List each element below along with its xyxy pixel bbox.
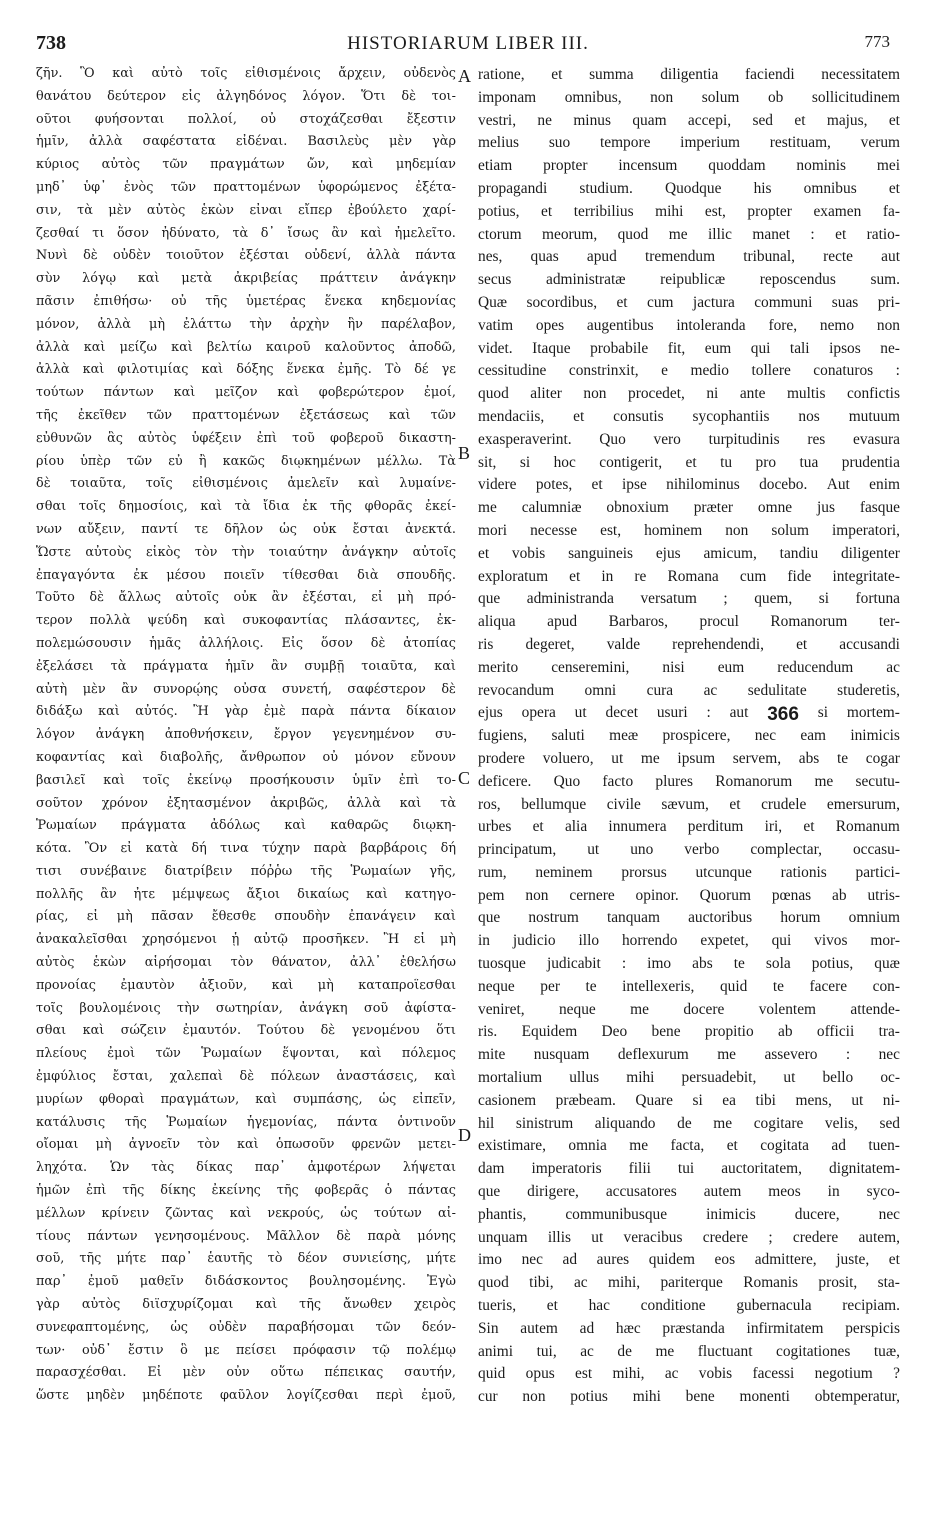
latin-text-column xyxy=(478,66,900,1411)
greek-text-line: τῆς ἐκεῖθεν τῶν πραττομένων ἐξετάσεως καὶ τῶν xyxy=(36,407,456,423)
greek-text-line: πλείους ἐμοὶ τῶν Ῥωμαίων ἕψονται, καὶ πόλεμος xyxy=(36,1046,456,1062)
greek-text-line: ὥστε μηδὲν μηδέποτε φαῦλον λογίζεσθαι περὶ ἐμοῦ, xyxy=(36,1388,456,1404)
margin-letter-b: B xyxy=(458,443,471,463)
greek-text-line: σοῦτον χρόνον ἐξητασμένον ἀκριβῶς, ἀλλὰ καὶ τὰ xyxy=(36,795,456,811)
latin-text-line: que administranda versatum ; quem, si fortuna xyxy=(478,590,900,608)
greek-text-line: θανάτου δεύτερον εἰς ἀλγηδόνος λόγον. Ὅτι δὲ τοι- xyxy=(36,88,456,104)
latin-text-line: propagandi studium. Quodque his omnibus et xyxy=(478,179,900,197)
latin-text-line: quid opus est mihi, ac vobis facessi negotium ? xyxy=(478,1365,900,1383)
latin-text-line: ctorum meorum, quod me illic manet : et ratio- xyxy=(478,225,900,243)
latin-text-line: imponam omnibus, non solum ob sollicitudinem xyxy=(478,88,900,106)
latin-text-line: Sin autem ad hæc præstanda infirmitatem perspicis xyxy=(478,1319,900,1337)
greek-text-line: Νυνὶ δὲ οὐδὲν τοιοῦτον ἐξέσται οὐδενί, ἀλλὰ πάντα xyxy=(36,248,456,264)
latin-text-line: merito censeremini, nisi eum reducendum ac xyxy=(478,658,900,676)
latin-text-line: quod aliter non procedet, ni ante multis confictis xyxy=(478,385,900,403)
greek-text-line: μυρίων φθοραὶ πραγμάτων, καὶ συμπάσης, ὡς εἰπεῖν, xyxy=(36,1091,456,1107)
greek-text-line: τισι συνέβαινε διατρίβειν πόῤῥω τῆς Ῥωμαίων γῆς, xyxy=(36,863,456,879)
greek-text-line: ἡμῶν ἐπὶ τῆς δίκης ἐκείνης τῆς φοβερᾶς ὁ πάντας xyxy=(36,1183,456,1199)
latin-text-line: que dirigere, accusatores autem meos in syco- xyxy=(478,1183,900,1201)
greek-text-line: τίους πάντων γενησομένους. Μᾶλλον δὲ παρὰ μόνης xyxy=(36,1228,456,1244)
margin-letter-d: D xyxy=(458,1125,471,1145)
latin-text-line: et vobis sanguineis ejus amicum, tandiu diligenter xyxy=(478,544,900,562)
greek-text-line: ζῆν. Ὃ καὶ αὐτὸ τοῖς εἰθισμένοις ἄρχειν, οὐδενὸς xyxy=(36,66,456,81)
latin-text-line: existimare, omnia me facta, et cogitata ad tuen- xyxy=(478,1137,900,1155)
latin-text-line: phantis, communibusque inimicis ducere, nec xyxy=(478,1205,900,1223)
inline-after-number-word: si xyxy=(817,704,829,722)
latin-text-line: etiam propter incensum quoddam nominis mei xyxy=(478,157,900,175)
greek-text-line: γὰρ αὐτὸς διϊσχυρίζομαι καὶ τῆς ἄνωθεν χειρὸς xyxy=(36,1297,456,1313)
greek-text-line: συνεφαπτομένης, ὡς οὐδὲν παραβήσομαι τῶν δεόν- xyxy=(36,1319,456,1335)
page-number-right: 773 xyxy=(864,32,890,51)
greek-text-line: ζεσθαί τι ὅσον ἠδύνατο, τὰ δ᾽ ἴσως ἂν καὶ ἠμελεῖτο. xyxy=(36,225,456,241)
greek-text-line: σὺν λόγῳ καὶ μετὰ ἀκριβείας πράττειν ἀνάγκην xyxy=(36,271,456,287)
greek-text-line: ρίας, εἰ μὴ πᾶσαν ἔθεσθε σπουδὴν ἐπανάγειν καὶ xyxy=(36,909,456,925)
greek-text-line: σιν, τὰ μὲν αὐτὸς ἑκὼν εἶναι εἴπερ ἐβούλετο χαρί- xyxy=(36,202,456,218)
latin-text-line: quod tibi, ac mihi, pariterque Romanis prosit, sta- xyxy=(478,1274,900,1292)
latin-text-line: ris. Equidem Deo bene propitio ab officii tra- xyxy=(478,1023,900,1041)
greek-text-line: πολεμώσουσιν ἡμᾶς ἀλλήλοις. Εἰς ὅσον δὲ ἀτοπίας xyxy=(36,635,456,651)
greek-text-line: κύριος αὐτὸς τῶν πραγμάτων ὤν, καὶ μηδεμίαν xyxy=(36,157,456,173)
greek-text-line: ἀλλὰ καὶ φιλοτιμίας καὶ δόξης ἕνεκα ἐμῆς. Τὸ δέ γε xyxy=(36,362,456,378)
greek-text-line: κατάλυσις τῆς Ῥωμαίων ἡγεμονίας, πάντα ὁντινοῦν xyxy=(36,1114,456,1130)
latin-text-line: in judicio illo horrendo expetet, qui vivos mor- xyxy=(478,932,900,950)
greek-text-line: δὲ τοιαῦτα, τοῖς εἰθισμένοις ἀμελεῖν καὶ λυμαίνε- xyxy=(36,476,456,492)
margin-letter-a: A xyxy=(458,66,471,86)
greek-text-line: παρασχέσθαι. Εἰ μὲν οὖν οὕτω πέπεικας σαυτήν, xyxy=(36,1365,456,1381)
latin-text-line: sit, si hoc contigerit, et tu pro tua prudentia xyxy=(478,453,900,471)
latin-text-line: cessitudine constrinxit, e medio tollere conaturos : xyxy=(478,362,900,380)
latin-text-line: melius suo tempore imperium restituam, verum xyxy=(478,134,900,152)
page-number-left: 738 xyxy=(36,32,66,54)
latin-text-line: unquam illis ut veracibus credere ; credere autem, xyxy=(478,1228,900,1246)
latin-text-line: rum, neminem prorsus utcunque rationis partici- xyxy=(478,863,900,881)
latin-text-line: ris degeret, valde reprehendendi, et accusandi xyxy=(478,635,900,653)
greek-text-line: ἀνακαλεῖσθαι χρησόμενοι ᾗ αὐτῷ προσῆκεν. Ἢ εἰ μὴ xyxy=(36,932,456,948)
page-header xyxy=(32,30,904,60)
latin-text-line: secus administratæ reipublicæ reposcendus sum. xyxy=(478,271,900,289)
greek-text-line: οῦτοι φυήσονται πολλοί, οὐ στοχάζεσθαι ἔξεστιν xyxy=(36,111,456,127)
latin-text-line: vatim opes augentibus intoleranda fore, nemo non xyxy=(478,316,900,334)
greek-text-line: Ὥστε αὐτοὺς εἰκὸς τὸν τὴν τοιαύτην ἀνάγκην αὐτοῖς xyxy=(36,544,456,560)
latin-text-line: mortalium ullus mihi persuadebit, ut bello oc- xyxy=(478,1069,900,1087)
greek-text-line: ρίου ὑπὲρ τῶν εὖ ἢ κακῶς διῳκημένων μέλλω. Τὰ xyxy=(36,453,456,469)
latin-text-line: urbes et alia innumera perditum iri, et Romanum xyxy=(478,818,900,836)
greek-text-line: αὐτὴ μὲν ἂν συνορῴης οὖσα συνετή, σαφέστερον δὲ xyxy=(36,681,456,697)
greek-text-line: οἴομαι μὴ ἀγνοεῖν τὸν καὶ ὁπωσοῦν φρενῶν μετει- xyxy=(36,1137,456,1153)
latin-text-line: mendaciis, et consutis sycophantiis nos mutuum xyxy=(478,407,900,425)
greek-text-line: ἐξελάσει τὰ πράγματα ἡμῖν ἂν συμβῇ τοιαῦτα, καὶ xyxy=(36,658,456,674)
greek-text-line: προνοίας ἐμαυτὸν ἀξιοῦν, καὶ μὴ καταπροΐεσθαι xyxy=(36,977,456,993)
latin-text-line: animi tui, ac de me fluctuant cogitationes tuæ, xyxy=(478,1342,900,1360)
greek-text-line: πολλῆς ἂν ἦτε μέμψεως ἄξιοι δικαίως καὶ κατηγο- xyxy=(36,886,456,902)
greek-text-line: ἀλλὰ καὶ μείζω καὶ βελτίω καιροῦ καλοῦντος ἀποδῶ, xyxy=(36,339,456,355)
greek-text-line: διδάξω καὶ αὐτός. Ἢ γὰρ ἐμὲ παρὰ πάντα δίκαιον xyxy=(36,704,456,720)
greek-text-line: ληχότα. Ὧν τὰς δίκας παρ᾽ ἀμφοτέρων λήψεται xyxy=(36,1160,456,1176)
greek-text-line: βασιλεῖ καὶ τοῖς ἐκείνῳ προσήκουσιν ὑμῖν ἐπὶ το- xyxy=(36,772,456,788)
greek-text-line: νων αὔξειν, παντί τε δῆλον ὡς οὐκ ἔσται ἀνεκτά. xyxy=(36,521,456,537)
greek-text-line: μόνον, ἀλλὰ μὴ ἐλάττω τὴν ἀρχὴν ἣν παρέλαβον, xyxy=(36,316,456,332)
latin-text-line: videt. Itaque probabile fit, eum qui tali ipsos ne- xyxy=(478,339,900,357)
latin-text-line: dam imperatoris filii tui auctoritatem, dignitatem- xyxy=(478,1160,900,1178)
latin-text-line: imo nec ad aures quidem eos admittere, juste, et xyxy=(478,1251,900,1269)
greek-text-line: τούτων πάντων καὶ μεῖζον καὶ φοβερώτερον ἐμοί, xyxy=(36,385,456,401)
latin-text-line: exploratum et in re Romana cum fide integritate- xyxy=(478,567,900,585)
latin-text-line: que nostrum tanquam auctoribus horum omnium xyxy=(478,909,900,927)
latin-text-line: revocandum omni cura ac sedulitate studeretis, xyxy=(478,681,900,699)
greek-text-line: σθαι τοῖς δημοσίοις, καὶ τὰ ἴδια ἐκ τῆς φθορᾶς ἐκεί- xyxy=(36,499,456,515)
inline-after-number-word: mortem- xyxy=(846,704,900,722)
greek-text-line: ἡμῖν, ἀλλὰ σαφέστατα εἰδέναι. Βασιλεὺς μὲν γὰρ xyxy=(36,134,456,150)
running-title: HISTORIARUM LIBER III. xyxy=(347,33,589,54)
latin-text-line: tueris, et hac conditione gubernacula recipiam. xyxy=(478,1297,900,1315)
greek-text-line: λόγον ἀνάγκη ἀποθνήσκειν, ἔργον γεγενημένον συ- xyxy=(36,727,456,743)
latin-text-line: cur non potius mihi bene monenti obtemperatur, xyxy=(478,1388,900,1406)
latin-text-line: hil sinistrum aliquando de me cogitare velis, sed xyxy=(478,1114,900,1132)
latin-text-line: exasperaverint. Quo vero turpitudinis res evasura xyxy=(478,430,900,448)
greek-text-line: Ῥωμαίων πράγματα ἀδόλως καὶ καθαρῶς διῳκη- xyxy=(36,818,456,834)
greek-text-line: παρ᾽ ἐμοῦ μαθεῖν διδάσκοντος βουλησομένης. Ἐγὼ xyxy=(36,1274,456,1290)
greek-text-column xyxy=(36,66,456,1411)
greek-text-line: Τοῦτο δὲ ἄλλως αὐτοῖς οὐκ ἂν ἐξέσται, εἰ μὴ πρό- xyxy=(36,590,456,606)
greek-text-line: κοφαντίας καὶ διαβολῆς, ἄνθρωπον οὐ μόνον εὔνουν xyxy=(36,749,456,765)
latin-text-line: veniret, neque me docere volentem attende- xyxy=(478,1000,900,1018)
margin-letter-c: C xyxy=(458,768,471,788)
latin-text-line: nes, quas apud tremendum tribunal, recte aut xyxy=(478,248,900,266)
greek-text-line: τοῖς βουλομένοις τὴν σωτηρίαν, ἀνάγκη σοῦ ἀφίστα- xyxy=(36,1000,456,1016)
greek-text-line: σθαι καὶ σώζειν ἐμαυτόν. Τούτου δὲ γενομένου ὅτι xyxy=(36,1023,456,1039)
greek-text-line: τερον πολλὰ ψεύδη καὶ συκοφαντίας πλάσαντες, ἐκ- xyxy=(36,613,456,629)
latin-text-line: mite nusquam deflexurum me assevero : nec xyxy=(478,1046,900,1064)
latin-text-line: pem non cernere opinor. Quorum pœnas ab utris- xyxy=(478,886,900,904)
latin-text-line: ros, bellumque civile sævum, et crudele emersurum, xyxy=(478,795,900,813)
greek-text-line: ἐπαγαγόντα ἐκ μέσου ποιεῖν τίθεσθαι διὰ σπουδῆς. xyxy=(36,567,456,583)
latin-text-line: ratione, et summa diligentia faciendi necessitatem xyxy=(478,66,900,83)
greek-text-line: μηδ᾽ ὑφ᾽ ἑνὸς τῶν πραττομένων ὑφορώμενος ἐξέτα- xyxy=(36,179,456,195)
latin-text-line: vestri, ne minus quam accepi, sed et majus, et xyxy=(478,111,900,129)
greek-text-line: πᾶσιν ἐπιθήσω· οὐ τῆς ὑμετέρας ἕνεκα κηδεμονίας xyxy=(36,293,456,309)
latin-text-line: aliqua apud Barbaros, procul Romanorum ter- xyxy=(478,613,900,631)
greek-text-line: εὐθυνῶν ἃς αὐτὸς ὑφέξειν ἐπὶ τοῦ φοβεροῦ δικαστη- xyxy=(36,430,456,446)
latin-text-line: mori necesse est, hominem non solum imperatori, xyxy=(478,521,900,539)
latin-text-line: deficere. Quo facto plures Romanorum me secutu- xyxy=(478,772,900,790)
latin-text-line: prodere voluero, ut me ipsum servem, abs te cogar xyxy=(478,749,900,767)
latin-text-line: potius, et terribilius mihi est, propter examen fa- xyxy=(478,202,900,220)
greek-text-line: αὐτὸς ἑκὼν αἱρήσομαι τὸν θάνατον, ἀλλ᾽ ἐθελήσω xyxy=(36,955,456,971)
latin-text-line: neque per te intellexeris, quid te facere con- xyxy=(478,977,900,995)
latin-text-line: tuosque judicabit : imo abs te sola potius, quæ xyxy=(478,955,900,973)
greek-text-line: των· οὐδ᾽ ἔστιν ὃ με πείσει πρόφασιν τῷ πολέμῳ xyxy=(36,1342,456,1358)
greek-text-line: σοῦ, τῆς μήτε παρ᾽ ἑαυτῆς τὸ δέον συνιείσης, μήτε xyxy=(36,1251,456,1267)
greek-text-line: κότα. Ὃν εἰ κατὰ δή τινα τύχην παρὰ βαρβάροις δή xyxy=(36,841,456,857)
latin-text-line: videre potes, et ipse nihilominus docebo. Aut enim xyxy=(478,476,900,494)
latin-text-line: fugiens, saluti meæ prospicere, nec eam inimicis xyxy=(478,727,900,745)
latin-text-line: principatum, ut uno verbo complectar, occasu- xyxy=(478,841,900,859)
latin-text-line: ejus opera ut decet usuri : aut 366 si mortem- xyxy=(478,704,900,726)
greek-text-line: μέλλων κρίνειν ζῶντας καὶ νεκρούς, ὡς τούτων αἰ- xyxy=(36,1205,456,1221)
greek-text-line: ἐμφύλιος ἔσται, χαλεπαὶ δὲ πόλεων ἀναστάσεις, καὶ xyxy=(36,1069,456,1085)
inline-page-number: 366 xyxy=(767,704,799,726)
latin-text-line: casionem præbeam. Quare si ea tibi mens, ut ni- xyxy=(478,1091,900,1109)
latin-text-line: me calumniæ obnoxium præter omne jus fasque xyxy=(478,499,900,517)
latin-text-line: Quæ socordibus, et cum jactura communi suas pri- xyxy=(478,293,900,311)
